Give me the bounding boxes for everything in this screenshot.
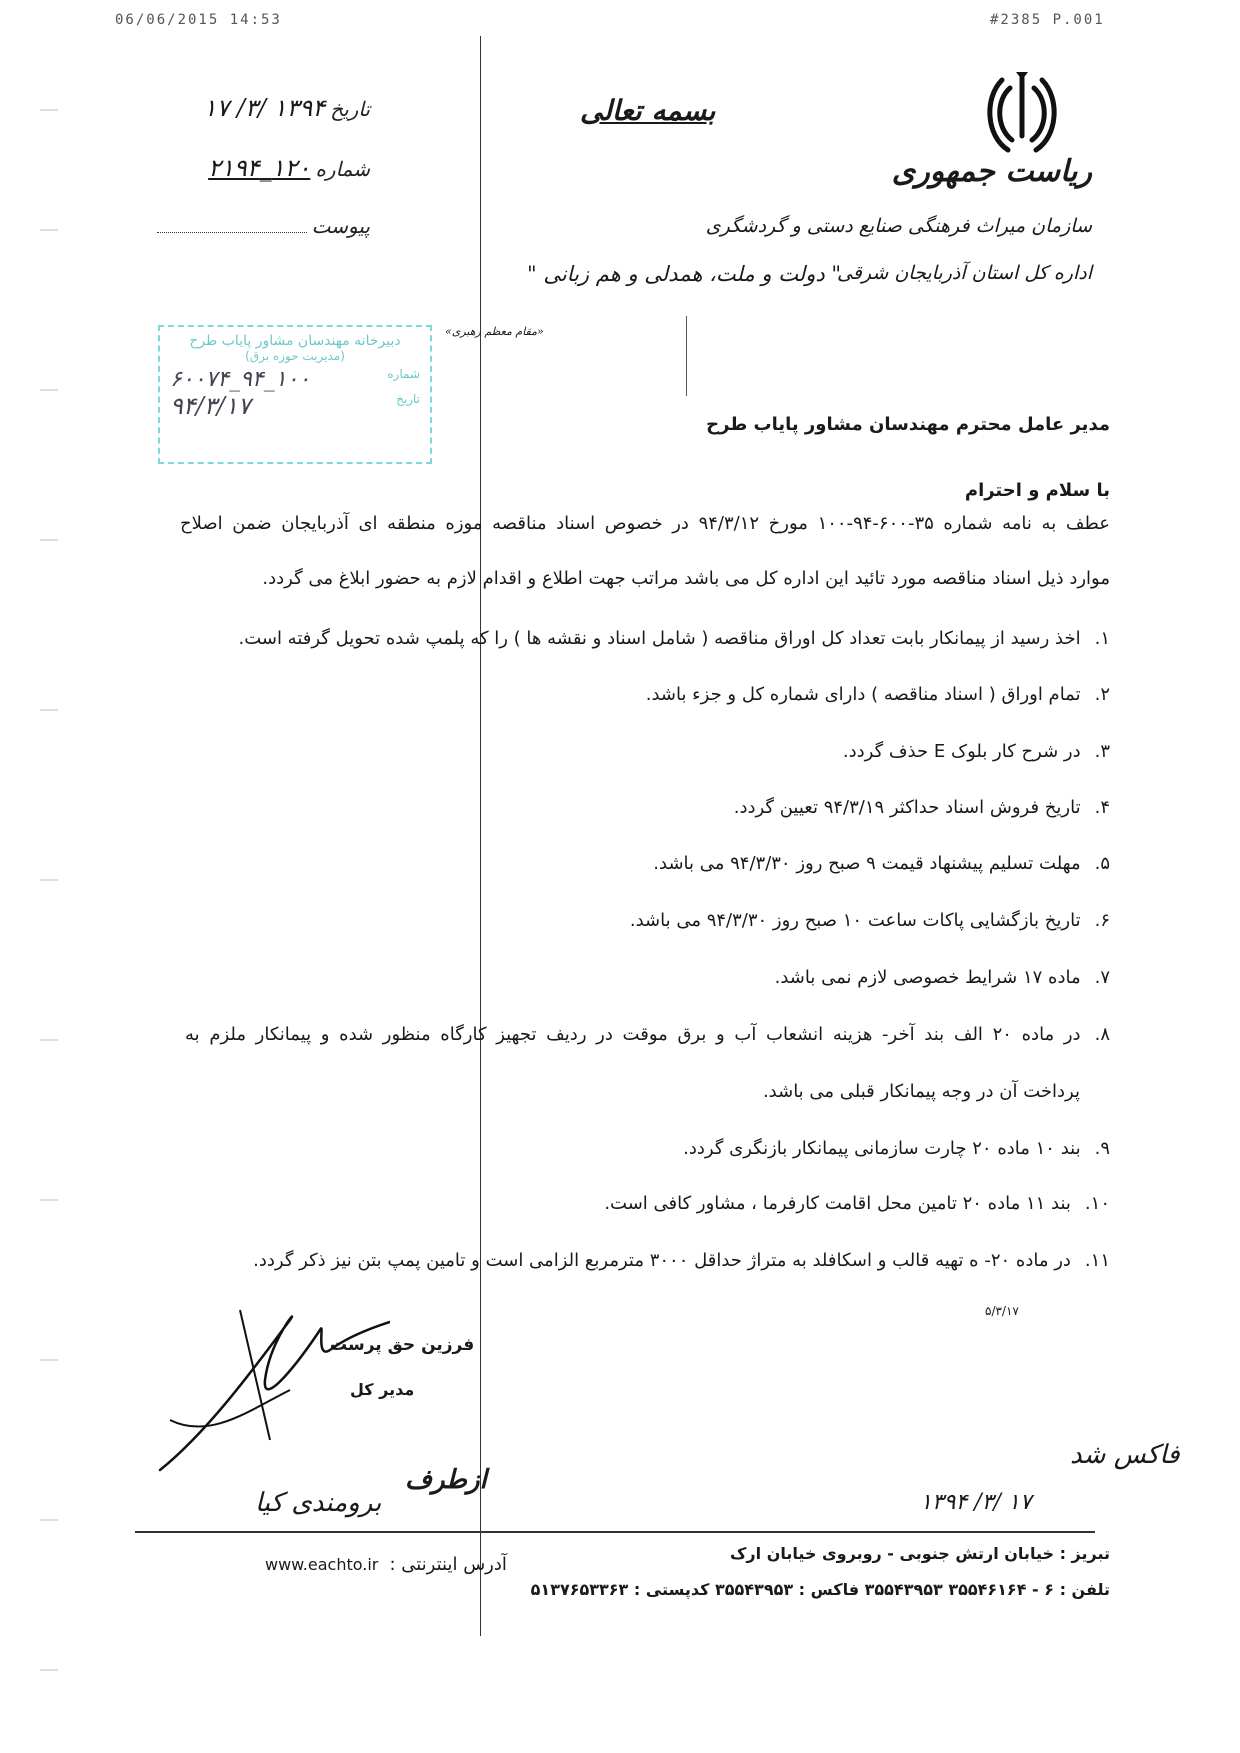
list-item-3 bbox=[843, 741, 1110, 762]
scan-edge-marks bbox=[40, 90, 62, 1690]
fold-line-short bbox=[686, 316, 687, 396]
number-value: ۱۲۰_۲۱۹۴ bbox=[208, 154, 311, 182]
footer-divider bbox=[135, 1531, 1095, 1533]
website-label: آدرس اینترنتی : bbox=[389, 1554, 507, 1575]
list-item-text: مهلت تسلیم پیشنهاد قیمت ۹ صبح روز ۹۴/۳/۳۰ می باشد. bbox=[653, 853, 1081, 874]
date-value: ۱۳۹۴ /۳/ ۱۷ bbox=[203, 94, 326, 122]
list-item-text: اخذ رسید از پیمانکار بابت تعداد کل اوراق مناقصه ( شامل اسناد و نقشه ها ) را که پلمپ شده تحویل گرفته است. bbox=[238, 628, 1081, 649]
list-item-9 bbox=[683, 1138, 1110, 1159]
on-behalf-name: برومندی کیا bbox=[255, 1488, 382, 1518]
signatory-title: مدیر کل bbox=[350, 1380, 415, 1399]
received-stamp bbox=[158, 325, 432, 464]
list-item-number: ۲. bbox=[1094, 684, 1110, 705]
stamp-date-value: ۹۴/۳/۱۷ bbox=[170, 392, 251, 420]
slogan-attribution: «مقام معظم رهبری» bbox=[445, 325, 544, 338]
stamp-number-label: شماره bbox=[387, 367, 420, 381]
fax-header-page: #2385 P.001 bbox=[990, 12, 1105, 28]
list-item-number: ۸. bbox=[1094, 1024, 1110, 1045]
footer-website bbox=[265, 1554, 507, 1575]
list-item-2 bbox=[646, 684, 1110, 705]
number-label: شماره bbox=[315, 157, 370, 181]
stamp-date-label: تاریخ bbox=[396, 392, 420, 406]
list-item-text: بند ۱۱ ماده ۲۰ تامین محل اقامت کارفرما ، مشاور کافی است. bbox=[604, 1193, 1071, 1214]
stamp-number-row bbox=[160, 363, 430, 392]
date-label: تاریخ bbox=[330, 97, 370, 121]
intro-line-2: موارد ذیل اسناد مناقصه مورد تائید این اداره کل می باشد مراتب جهت اطلاع و اقدام لازم به حضور ابلاغ می گردد. bbox=[262, 568, 1110, 589]
list-item-text: تاریخ بازگشایی پاکات ساعت ۱۰ صبح روز ۹۴/۳/۳۰ می باشد. bbox=[629, 910, 1081, 931]
list-item-7 bbox=[775, 967, 1110, 988]
attachment-field bbox=[150, 214, 370, 238]
list-item-text: ماده ۱۷ شرایط خصوصی لازم نمی باشد. bbox=[774, 967, 1081, 988]
attachment-blank bbox=[157, 232, 307, 233]
list-item-number: ۷. bbox=[1094, 967, 1110, 988]
stamp-number-value: ۱۰۰_۹۴_۶۰۰۷۴ bbox=[170, 367, 311, 392]
greeting-line: با سلام و احترام bbox=[964, 480, 1110, 501]
footer-contacts: تلفن : ۶ - ۳۵۵۴۶۱۶۴ ۳۵۵۴۳۹۵۳ فاکس : ۳۵۵۴۳۹۵۳ کدپستی : ۵۱۳۷۶۵۳۳۶۳ bbox=[530, 1580, 1110, 1599]
fold-line bbox=[480, 36, 481, 1636]
fax-sent-date: ۱۳۹۴ /۳/ ۱۷ bbox=[920, 1490, 1032, 1515]
org-line-organization: سازمان میراث فرهنگی صنایع دستی و گردشگری bbox=[705, 215, 1092, 237]
list-item-number: ۴. bbox=[1094, 797, 1110, 818]
stamp-date-row bbox=[160, 392, 430, 420]
list-item-number: ۱. bbox=[1094, 628, 1110, 649]
list-item-text: در شرح کار بلوک E حذف گردد. bbox=[842, 741, 1081, 762]
website-url[interactable]: www.eachto.ir bbox=[265, 1555, 379, 1574]
on-behalf-label: ازطرف bbox=[405, 1465, 487, 1495]
intro-line-1: عطف به نامه شماره ۳۵-۶۰۰-۹۴-۱۰۰ مورخ ۹۴/۳/۱۲ در خصوص اسناد مناقصه موزه منطقه ای آذربایجان ضمن اصلاح bbox=[180, 513, 1110, 534]
list-item-10 bbox=[604, 1193, 1110, 1214]
list-item-text: بند ۱۰ ماده ۲۰ چارت سازمانی پیمانکار بازنگری گردد. bbox=[683, 1138, 1081, 1159]
list-item-8 bbox=[185, 1024, 1110, 1045]
list-item-number: ۳. bbox=[1094, 741, 1110, 762]
slogan-text: " دولت و ملت، همدلی و هم زبانی " bbox=[527, 262, 842, 286]
list-item-5 bbox=[653, 853, 1110, 874]
handwritten-signature bbox=[150, 1300, 390, 1490]
list-item-6 bbox=[630, 910, 1110, 931]
attachment-label: پیوست bbox=[311, 214, 370, 238]
reference-note: ۵/۳/۱۷ bbox=[985, 1304, 1019, 1318]
signatory-name: فرزین حق پرست bbox=[330, 1335, 475, 1355]
list-item-8-continued bbox=[763, 1081, 1080, 1102]
list-item-text: در ماده ۲۰- ه تهیه قالب و اسکافلد به متراژ حداقل ۳۰۰۰ مترمربع الزامی است و تامین پمپ بتن نیز ذکر گردد. bbox=[253, 1250, 1071, 1271]
list-item-number: ۶. bbox=[1094, 910, 1110, 931]
emblem-icon bbox=[982, 70, 1062, 156]
list-item-number: ۱۱. bbox=[1084, 1250, 1110, 1271]
list-item-text: تمام اوراق ( اسناد مناقصه ) دارای شماره کل و جزء باشد. bbox=[645, 684, 1081, 705]
list-item-11 bbox=[185, 1250, 1110, 1271]
list-item-number: ۱۰. bbox=[1084, 1193, 1110, 1214]
list-item-4 bbox=[734, 797, 1110, 818]
list-item-text: تاریخ فروش اسناد حداکثر ۹۴/۳/۱۹ تعیین گردد. bbox=[733, 797, 1081, 818]
fax-header-datetime: 06/06/2015 14:53 bbox=[115, 12, 282, 28]
footer-address: تبریز : خیابان ارتش جنوبی - روبروی خیابان ارک bbox=[730, 1544, 1110, 1563]
list-item-number: ۵. bbox=[1094, 853, 1110, 874]
stamp-title: دبیرخانه مهندسان مشاور پایاب طرح bbox=[189, 333, 401, 349]
org-line-presidency: ریاست جمهوری bbox=[891, 154, 1092, 189]
number-field bbox=[150, 154, 370, 182]
list-item-text: در ماده ۲۰ الف بند آخر- هزینه انشعاب آب و برق موقت در ردیف تجهیز کارگاه منظور شده و پیمانکار ملزم به bbox=[185, 1024, 1081, 1045]
list-item-number: ۹. bbox=[1094, 1138, 1110, 1159]
date-field bbox=[150, 94, 370, 122]
recipient-line: مدیر عامل محترم مهندسان مشاور پایاب طرح bbox=[706, 414, 1110, 435]
list-item-text: پرداخت آن در وجه پیمانکار قبلی می باشد. bbox=[762, 1081, 1080, 1102]
stamp-subtitle: (مدیریت حوزه برق) bbox=[245, 349, 345, 363]
fax-sent-note: فاکس شد bbox=[1070, 1440, 1180, 1470]
list-item-1 bbox=[238, 628, 1110, 649]
org-line-province-office: اداره کل استان آذربایجان شرقی bbox=[836, 262, 1092, 284]
invocation-text: بسمه تعالی bbox=[580, 94, 716, 127]
